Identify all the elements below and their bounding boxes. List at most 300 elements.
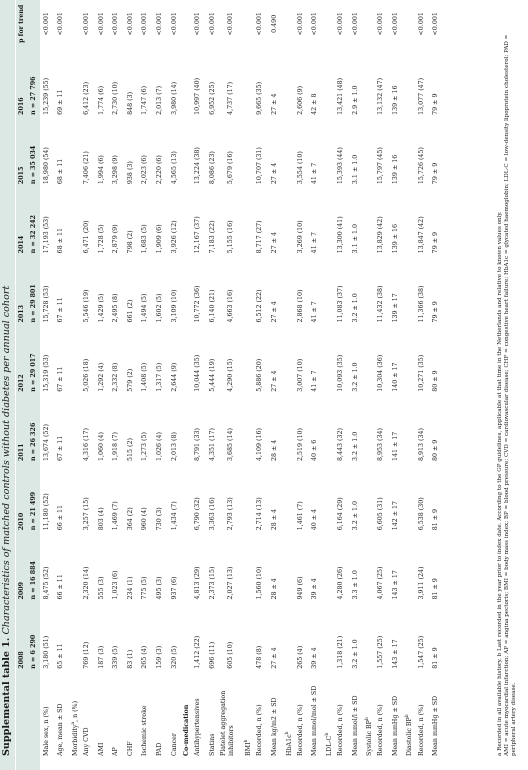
- cell-value: 3,911 (24): [417, 566, 425, 600]
- cell-value: 4,663 (16): [227, 289, 235, 323]
- cell-value: 68 ± 11: [57, 158, 65, 185]
- header-year: 2012: [16, 323, 28, 392]
- cell-value: 28 ± 4: [271, 508, 279, 531]
- table-row: [294, 0, 309, 770]
- cell-p-trend: <0.001: [170, 12, 178, 36]
- cell-value: 2,793 (13): [227, 497, 235, 531]
- section-label-suffix: , n (%): [72, 700, 79, 722]
- cell-value: 66 ± 11: [57, 574, 65, 600]
- cell-value: 320 (5): [170, 645, 178, 669]
- cell-value: 2,013 (7): [155, 85, 163, 115]
- table-row: [80, 0, 95, 770]
- cell-value: 40 ± 4: [311, 508, 319, 531]
- cell-value: 27 ± 4: [271, 301, 279, 323]
- cell-value: 143 ± 17: [391, 570, 399, 600]
- cell-value: 27 ± 4: [271, 232, 279, 254]
- cell-value: 1,023 (6): [112, 570, 120, 600]
- cell-value: 41 ± 7: [311, 370, 319, 392]
- cell-value: 6,790 (32): [194, 497, 202, 531]
- cell-value: 8,913 (34): [417, 428, 425, 462]
- cell-value: 9,665 (35): [256, 81, 264, 115]
- header-label-cell: [16, 669, 40, 770]
- header-n: n = 26 326: [28, 392, 40, 461]
- table-row: [389, 0, 404, 770]
- cell-value: 67 ± 11: [57, 435, 65, 462]
- cell-value: 6,140 (21): [208, 289, 216, 323]
- row-label: Antihypertensives: [194, 698, 202, 756]
- cell-value: 3,269 (10): [296, 220, 304, 254]
- cell-value: 13,077 (47): [417, 77, 425, 115]
- cell-value: 10,772 (36): [194, 285, 202, 323]
- cell-value: 3,554 (10): [296, 151, 304, 185]
- cell-value: 15,393 (44): [337, 147, 344, 185]
- cell-value: 2,027 (13): [227, 566, 235, 600]
- cell-value: 4,565 (13): [170, 151, 178, 185]
- header-n: n = 16 884: [28, 530, 40, 599]
- cell-value: 1,429 (5): [97, 293, 105, 323]
- cell-value: 937 (6): [170, 576, 178, 600]
- row-label: Mean mmHg ± SD: [432, 695, 440, 756]
- cell-value: 65 ± 11: [57, 643, 65, 669]
- cell-p-trend: <0.001: [337, 12, 344, 36]
- cell-value: 10,044 (35): [194, 354, 202, 392]
- cell-value: 139 ± 16: [391, 85, 399, 115]
- cell-value: 8,086 (23): [208, 151, 216, 185]
- cell-value: 13,421 (48): [337, 77, 344, 115]
- cell-value: 949 (6): [296, 576, 304, 600]
- cell-value: 579 (2): [126, 368, 134, 392]
- cell-value: 6,512 (22): [256, 289, 264, 323]
- cell-value: 3.2 ± 1.0: [351, 293, 359, 323]
- section-label-text: HbA1c: [285, 734, 293, 756]
- table-row: [334, 0, 349, 770]
- cell-value: 40 ± 6: [311, 439, 319, 462]
- cell-value: 69 ± 11: [57, 89, 65, 115]
- cell-p-trend: <0.001: [391, 12, 399, 36]
- row-label: Mean kg/m2 ± SD: [271, 697, 279, 756]
- header-p-trend: p for trend: [16, 0, 40, 46]
- cell-value: 79 ± 9: [432, 93, 440, 115]
- section-footnote-marker: b: [284, 731, 290, 735]
- cell-value: 339 (5): [112, 645, 120, 669]
- row-label: Statins: [208, 733, 216, 756]
- cell-value: 1,728 (5): [97, 224, 105, 254]
- cell-value: 41 ± 7: [311, 232, 319, 254]
- cell-value: 1,547 (25): [417, 635, 425, 669]
- header-n: n = 35 034: [28, 115, 40, 184]
- section-label: [69, 0, 80, 770]
- section-label-text: Co-medication: [183, 704, 191, 756]
- section-row: [403, 0, 414, 770]
- section-row: [69, 0, 80, 770]
- section-label: [182, 0, 191, 770]
- table-row: [374, 0, 389, 770]
- cell-value: 605 (10): [227, 641, 235, 669]
- cell-value: 696 (11): [208, 641, 216, 669]
- table-body: [40, 0, 444, 770]
- cell-p-trend: <0.001: [351, 12, 359, 36]
- cell-value: 2,730 (10): [112, 81, 120, 115]
- cell-value: 2,519 (10): [296, 428, 304, 462]
- cell-value: 187 (3): [97, 645, 105, 669]
- cell-value: 234 (1): [126, 576, 134, 600]
- cell-value: 28 ± 4: [271, 439, 279, 462]
- cell-value: 1,747 (6): [141, 85, 149, 115]
- cell-value: 13,847 (42): [417, 216, 425, 254]
- cell-value: 4,316 (17): [83, 428, 90, 462]
- cell-value: 13,300 (41): [337, 216, 344, 254]
- cell-value: 27 ± 4: [271, 647, 279, 669]
- cell-value: 10,304 (36): [377, 354, 385, 392]
- row-label: PAD: [155, 742, 163, 756]
- cell-value: 1,408 (5): [141, 362, 149, 392]
- cell-p-trend: <0.001: [126, 12, 134, 36]
- cell-value: 15,797 (45): [377, 147, 385, 185]
- cell-value: 142 ± 17: [391, 500, 399, 531]
- section-label: [323, 0, 334, 770]
- cell-value: 1,909 (6): [155, 224, 163, 254]
- table-title-label: Supplemental table 1.: [1, 637, 12, 756]
- header-year: 2015: [16, 115, 28, 184]
- cell-value: 3,180 (51): [42, 635, 50, 669]
- cell-p-trend: <0.001: [227, 12, 235, 36]
- cell-value: 67 ± 11: [57, 297, 65, 323]
- cell-value: 8,791 (33): [194, 428, 202, 462]
- table-row: [415, 0, 430, 770]
- table-row: [308, 0, 323, 770]
- cell-p-trend: <0.001: [296, 12, 304, 36]
- cell-value: 3,007 (10): [296, 358, 304, 392]
- cell-value: 15,726 (45): [417, 147, 425, 185]
- cell-value: 2,868 (10): [296, 289, 304, 323]
- cell-value: 3,926 (12): [170, 220, 178, 254]
- cell-value: 11,366 (38): [417, 285, 425, 323]
- table-row: [268, 0, 283, 770]
- table-row: [54, 0, 69, 770]
- cell-value: 1,774 (6): [97, 85, 105, 115]
- cell-value: 1,494 (5): [141, 293, 149, 323]
- table-row: [349, 0, 364, 770]
- section-row: [323, 0, 334, 770]
- cell-value: 139 ± 16: [391, 224, 399, 254]
- cell-value: 8,717 (27): [256, 220, 264, 254]
- cell-value: 27 ± 4: [271, 93, 279, 115]
- table-header: [16, 0, 40, 770]
- cell-value: 495 (3): [155, 576, 163, 600]
- cell-value: 80 ± 9: [432, 439, 440, 462]
- cell-value: 5,546 (19): [83, 289, 90, 323]
- cell-value: 1,469 (7): [112, 501, 120, 531]
- table-row: [220, 0, 242, 770]
- row-label: Recorded, n (%): [256, 704, 264, 756]
- header-year: 2013: [16, 253, 28, 322]
- cell-value: 41 ± 7: [311, 162, 319, 185]
- cell-value: 2,023 (6): [141, 155, 149, 185]
- cell-value: 769 (12): [83, 641, 90, 669]
- cell-value: 5,679 (16): [227, 151, 235, 185]
- cell-value: 13,829 (42): [377, 216, 385, 254]
- footnote-abbrev-2: AMI = acute myocardial infarction; AP = angina pectoris; BMI = body mass index; BP = blood pressure; CVD = cardiovascular disease; CHF = congestive heart failure; HbA1c = glycated haemoglobin; LDL-C = low-density lipoprotein cholesterol; PAD = peripheral artery disease.: [504, 34, 517, 756]
- cell-value: 81 ± 9: [432, 508, 440, 531]
- cell-value: 143 ± 17: [391, 639, 399, 669]
- section-label: [403, 0, 414, 770]
- cell-value: 1,273 (5): [141, 432, 149, 462]
- cell-p-trend: <0.001: [194, 12, 202, 36]
- cell-value: 11,180 (52): [42, 493, 50, 531]
- cell-value: 5,155 (16): [227, 220, 235, 254]
- cell-value: 67 ± 11: [57, 366, 65, 392]
- cell-value: 83 (1): [126, 649, 134, 669]
- cell-value: 12,167 (37): [194, 216, 202, 254]
- cell-value: 6,412 (23): [83, 81, 90, 115]
- cell-value: 6,471 (20): [83, 220, 90, 254]
- cell-value: 364 (2): [126, 507, 134, 531]
- cell-value: 15,728 (53): [42, 285, 50, 323]
- row-label: Platelet aggregation inhibitors: [220, 690, 235, 756]
- characteristics-table: [16, 0, 444, 770]
- table-row: [206, 0, 221, 770]
- cell-p-trend: 0.490: [271, 14, 279, 33]
- cell-value: 5,026 (18): [83, 358, 90, 392]
- cell-value: 13,224 (38): [194, 147, 202, 185]
- cell-value: 3,363 (16): [208, 497, 216, 531]
- header-n: n = 29 017: [28, 323, 40, 392]
- cell-p-trend: <0.001: [256, 12, 264, 36]
- cell-value: 27 ± 4: [271, 370, 279, 392]
- cell-value: 515 (2): [126, 438, 134, 462]
- cell-value: 2.9 ± 1.0: [351, 85, 359, 115]
- section-footnote-marker: b: [365, 717, 371, 721]
- cell-value: 42 ± 8: [311, 93, 319, 115]
- cell-p-trend: <0.001: [432, 12, 440, 36]
- cell-value: 4,109 (16): [256, 428, 264, 462]
- cell-value: 1,994 (6): [97, 155, 105, 185]
- cell-value: 2,606 (9): [296, 85, 304, 115]
- cell-value: 11,083 (37): [337, 285, 344, 323]
- cell-value: 3.2 ± 1.0: [351, 639, 359, 669]
- table-row: [153, 0, 168, 770]
- cell-value: 81 ± 9: [432, 578, 440, 600]
- cell-value: 1,434 (7): [170, 501, 178, 531]
- cell-value: 140 ± 17: [391, 362, 399, 392]
- cell-value: 3,298 (9): [112, 155, 120, 185]
- cell-value: 1,602 (5): [155, 293, 163, 323]
- cell-value: 15,319 (53): [42, 354, 50, 392]
- cell-value: 3.3 ± 1.0: [351, 570, 359, 600]
- cell-value: 1,026 (4): [155, 432, 163, 462]
- cell-value: 2,644 (9): [170, 362, 178, 392]
- header-year: 2010: [16, 461, 28, 530]
- header-n: n = 27 796: [28, 46, 40, 115]
- row-label: Cancer: [170, 733, 178, 756]
- header-n: n = 29 801: [28, 253, 40, 322]
- row-label: AP: [112, 747, 120, 756]
- cell-p-trend: <0.001: [311, 12, 319, 36]
- table-title: [1, 286, 12, 756]
- footnotes: [497, 6, 518, 756]
- cell-value: 960 (4): [141, 507, 149, 531]
- row-label: Mean mmHg ± SD: [391, 695, 399, 756]
- cell-value: 7,406 (21): [83, 151, 90, 185]
- cell-value: 4,290 (15): [227, 358, 235, 392]
- cell-value: 10,707 (31): [256, 147, 264, 185]
- cell-value: 2,320 (14): [83, 566, 90, 600]
- cell-value: 2,373 (15): [208, 566, 216, 600]
- cell-value: 10,271 (35): [417, 354, 425, 392]
- header-year: 2011: [16, 392, 28, 461]
- section-label-text: Morbidity: [72, 724, 79, 756]
- cell-value: 66 ± 11: [57, 504, 65, 531]
- table-row: [95, 0, 110, 770]
- cell-p-trend: <0.001: [141, 12, 149, 36]
- header-year: 2016: [16, 46, 28, 115]
- cell-value: 2,013 (8): [170, 432, 178, 462]
- cell-value: 555 (3): [97, 576, 105, 600]
- cell-value: 18,980 (54): [42, 147, 50, 185]
- cell-p-trend: <0.001: [97, 12, 105, 36]
- section-label-text: LDL-C: [326, 735, 333, 756]
- cell-value: 80 ± 9: [432, 370, 440, 392]
- cell-value: 1,060 (4): [97, 432, 105, 462]
- cell-p-trend: <0.001: [42, 12, 50, 36]
- cell-value: 661 (2): [126, 299, 134, 323]
- cell-value: 81 ± 9: [432, 647, 440, 669]
- header-year: 2009: [16, 530, 28, 599]
- cell-value: 803 (4): [97, 507, 105, 531]
- section-label: [242, 0, 253, 770]
- cell-value: 15,239 (55): [42, 77, 50, 115]
- cell-value: 1,461 (7): [296, 501, 304, 531]
- cell-value: 265 (4): [141, 645, 149, 669]
- cell-value: 4,351 (17): [208, 428, 216, 462]
- cell-value: 10,997 (40): [194, 77, 202, 115]
- cell-value: 4,067 (25): [377, 566, 385, 600]
- row-label: Mean mmol/mol ± SD: [311, 685, 319, 756]
- cell-value: 39 ± 4: [311, 647, 319, 669]
- cell-value: 8,443 (32): [337, 428, 344, 462]
- table-row: [253, 0, 268, 770]
- cell-value: 28 ± 4: [271, 578, 279, 600]
- header-n: n = 32 242: [28, 184, 40, 253]
- cell-value: 68 ± 11: [57, 228, 65, 254]
- row-label: CHF: [126, 741, 134, 756]
- cell-value: 41 ± 7: [311, 301, 319, 323]
- cell-value: 730 (3): [155, 507, 163, 531]
- cell-value: 79 ± 9: [432, 232, 440, 254]
- section-label: [283, 0, 294, 770]
- cell-p-trend: <0.001: [417, 12, 425, 36]
- row-label: Any CVD: [83, 727, 90, 756]
- cell-value: 848 (3): [126, 91, 134, 115]
- cell-value: 13,674 (52): [42, 424, 50, 462]
- section-footnote-marker: b: [244, 739, 250, 743]
- cell-value: 3,685 (14): [227, 428, 235, 462]
- header-n: n = 6 290: [28, 599, 40, 668]
- row-label: Mean mmol/l ± SD: [351, 695, 359, 756]
- cell-value: 2,332 (8): [112, 362, 120, 392]
- cell-value: 6,538 (30): [417, 497, 425, 531]
- row-label: Ischemic stroke: [141, 705, 149, 756]
- cell-value: 11,432 (38): [377, 285, 385, 323]
- section-row: [242, 0, 253, 770]
- cell-value: 2,714 (13): [256, 497, 264, 531]
- cell-value: 4,813 (29): [194, 566, 202, 600]
- cell-value: 8,475 (52): [42, 566, 50, 600]
- row-label: Recorded, n (%): [296, 704, 304, 756]
- cell-value: 3,109 (10): [170, 289, 178, 323]
- cell-value: 2,879 (9): [112, 224, 120, 254]
- cell-p-trend: <0.001: [112, 12, 120, 36]
- section-label-text: Diastolic BP: [406, 717, 414, 756]
- row-label: Recorded, n (%): [417, 704, 425, 756]
- table-row: [40, 0, 55, 770]
- section-footnote-marker: b: [324, 732, 330, 736]
- cell-value: 1,560 (10): [256, 566, 264, 600]
- section-label-text: BMI: [245, 742, 253, 756]
- cell-value: 2,220 (6): [155, 155, 163, 185]
- cell-value: 2,495 (8): [112, 293, 120, 323]
- header-year: 2014: [16, 184, 28, 253]
- cell-value: 3.1 ± 1.0: [351, 154, 359, 185]
- cell-value: 159 (3): [155, 645, 163, 669]
- section-label: [363, 0, 374, 770]
- table-row: [429, 0, 444, 770]
- cell-value: 265 (4): [296, 645, 304, 669]
- row-label: Age, mean ± SD: [57, 703, 65, 756]
- cell-value: 798 (2): [126, 230, 134, 254]
- section-footnote-marker: a: [70, 721, 76, 725]
- cell-value: 3.2 ± 1.0: [351, 362, 359, 392]
- cell-p-trend: <0.001: [208, 12, 216, 36]
- cell-value: 1,557 (25): [377, 635, 385, 669]
- cell-value: 10,093 (35): [337, 354, 344, 392]
- cell-value: 17,193 (53): [42, 216, 50, 254]
- cell-value: 7,183 (22): [208, 220, 216, 254]
- table-row: [109, 0, 124, 770]
- section-row: [283, 0, 294, 770]
- table-row: [191, 0, 206, 770]
- cell-value: 39 ± 4: [311, 578, 319, 600]
- table-row: [138, 0, 153, 770]
- section-footnote-marker: b: [405, 714, 411, 718]
- cell-value: 8,953 (34): [377, 428, 385, 462]
- cell-p-trend: <0.001: [57, 12, 65, 36]
- table-row: [124, 0, 139, 770]
- cell-value: 1,683 (5): [141, 224, 149, 254]
- cell-value: 4,280 (26): [337, 566, 344, 600]
- header-year: 2008: [16, 599, 28, 668]
- cell-value: 139 ± 16: [391, 154, 399, 185]
- footnote-abbrev-1: a Recorded in all available history. b Last recorded in the year prior to index date. According to the GP guidelines, applicable at that time in the Netherlands and relative to known values only.: [497, 211, 503, 756]
- cell-value: 6,164 (29): [337, 497, 344, 531]
- cell-value: 139 ± 17: [391, 293, 399, 323]
- cell-value: 3.1 ± 1.0: [351, 224, 359, 254]
- cell-value: 27 ± 4: [271, 162, 279, 185]
- section-row: [363, 0, 374, 770]
- row-label: Male sex, n (%): [42, 706, 50, 756]
- cell-value: 1,292 (4): [97, 362, 105, 392]
- cell-value: 5,444 (19): [208, 358, 216, 392]
- cell-value: 3.2 ± 1.0: [351, 500, 359, 531]
- row-label: AMI: [97, 742, 105, 756]
- cell-value: 13,132 (47): [377, 77, 385, 115]
- cell-p-trend: <0.001: [377, 12, 385, 36]
- cell-value: 6,952 (25): [208, 81, 216, 115]
- cell-value: 1,412 (22): [194, 635, 202, 669]
- cell-value: 79 ± 9: [432, 162, 440, 185]
- header-n: n = 21 499: [28, 461, 40, 530]
- section-row: [182, 0, 191, 770]
